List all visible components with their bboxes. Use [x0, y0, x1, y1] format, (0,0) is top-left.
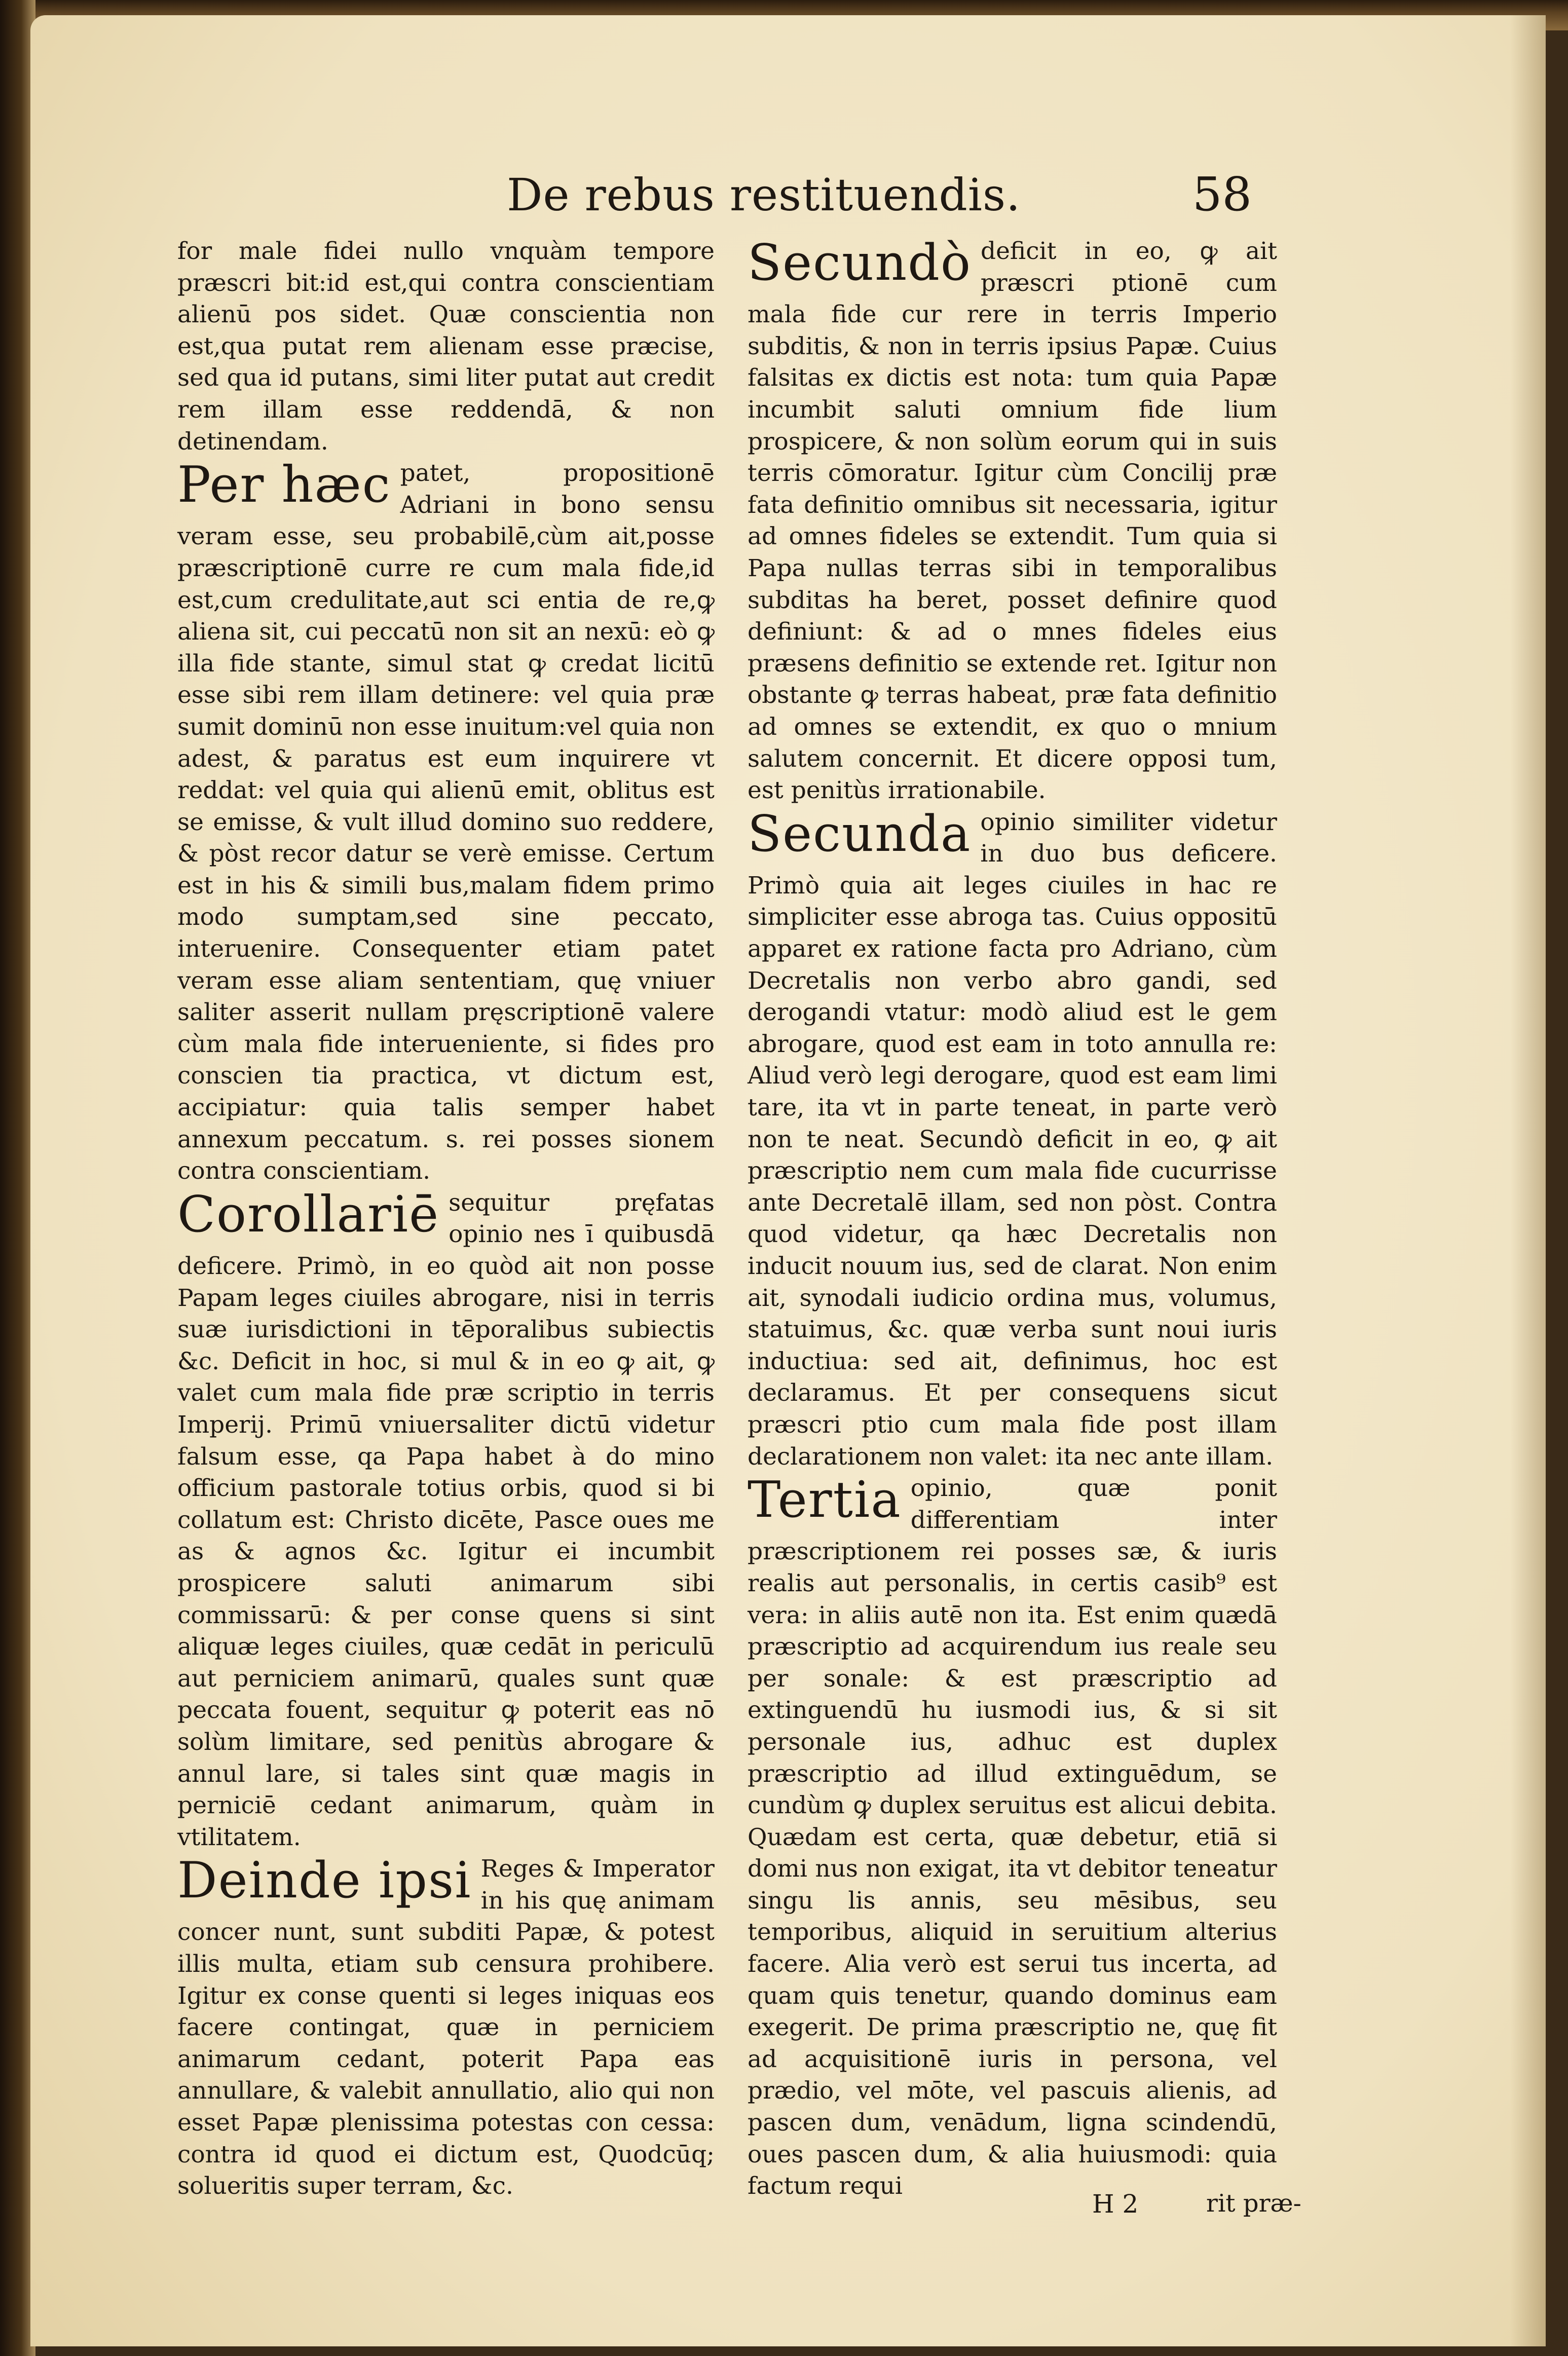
- paragraph-text: opinio similiter videtur in duo bus deficere. Primò quia ait leges ciuiles in hac re simpliciter esse abroga tas. Cuius oppositū apparet ex ratione facta pro Adriano, cùm Decretalis non verbo abro gandi, sed derogandi vtatur: modò aliud est le gem abrogare, quod est eam in toto annulla re: Aliud verò legi derogare, quod est eam limi tare, ita vt in parte teneat, in parte verò non te neat. Secundò deficit in eo, ꝙ ait præscriptio nem cum mala fide cucurrisse ante Decretalē illam, sed non pòst. Contra quod videtur, qa hæc Decretalis non inducit nouum ius, sed de clarat. Non enim ait, synodali iudicio ordina mus, volumus, statuimus, &c. quæ verba sunt noui iuris inductiua: sed ait, definimus, hoc est declaramus. Et per consequens sicut præscri ptio cum mala fide post illam declarationem non valet: ita nec ante illam.: [748, 808, 1277, 1471]
- lead-word: Per hæc: [177, 456, 391, 514]
- lead-word: Secunda: [748, 805, 972, 863]
- paragraph: [177, 1853, 715, 2202]
- left-column: [177, 236, 715, 2202]
- paragraph: [748, 807, 1277, 1473]
- right-column: [748, 236, 1277, 2202]
- paragraph-text: patet, propositionē Adriani in bono sensu veram esse, seu probabilē,cùm ait,posse præscriptionē curre re cum mala fide,id est,cum credulitate,aut sci entia de re,ꝙ aliena sit, cui peccatū non sit an nexū: eò ꝙ illa fide stante, simul stat ꝙ credat licitū esse sibi rem illam detinere: vel quia præ sumit dominū non esse inuitum:vel quia non adest, & paratus est eum inquirere vt reddat: vel quia qui alienū emit, oblitus est se emisse, & vult illud domino suo reddere, & pòst recor datur se verè emisse. Certum est in his & simili bus,malam fidem primo modo sumptam,sed sine peccato, interuenire. Consequenter etiam patet veram esse aliam sententiam, quę vniuer saliter asserit nullam pręscriptionē valere cùm mala fide interueniente, si fides pro conscien tia practica, vt dictum est, accipiatur: quia talis semper habet annexum peccatum. s. rei posses sionem contra conscientiam.: [177, 459, 715, 1185]
- paragraph-text: Reges & Imperator in his quę animam concer nunt, sunt subditi Papæ, & potest illis multa, etiam sub censura prohibere. Igitur ex conse quenti si leges iniquas eos facere contingat, quæ in perniciem animarum cedant, poterit Papa eas annullare, & valebit annullatio, alio qui non esset Papæ plenissima potestas con cessa: contra id quod ei dictum est, Quodcūq; solueritis super terram, &c.: [177, 1855, 715, 2200]
- lead-word: Corollariē: [177, 1185, 440, 1244]
- paragraph: [748, 1473, 1277, 2202]
- paragraph: [177, 458, 715, 1187]
- running-title: De rebus restituendis.: [507, 169, 1021, 221]
- lead-word: Secundò: [748, 234, 972, 292]
- running-head: [507, 167, 1252, 228]
- lead-word: Deinde ipsi: [177, 1852, 472, 1910]
- paragraph-text: opinio, quæ ponit differentiam inter præscriptionem rei posses sæ, & iuris realis aut personalis, in certis casib⁹ est vera: in aliis autē non ita. Est enim quædā præscriptio ad acquirendum ius reale seu per sonale: & est præscriptio ad extinguendū hu iusmodi ius, & si sit personale ius, adhuc est duplex præscriptio ad illud extinguēdum, se cundùm ꝙ duplex seruitus est alicui debita. Quædam est certa, quæ debetur, etiā si domi nus non exigat, ita vt debitor teneatur singu lis annis, seu mēsibus, seu temporibus, aliquid in seruitium alterius facere. Alia verò est serui tus incerta, ad quam quis tenetur, quando dominus eam exegerit. De prima præscriptio ne, quę fit ad acquisitionē iuris in persona, vel prædio, vel mōte, vel pascuis alienis, ad pascen dum, venādum, ligna scindendū, oues pascen dum, & alia huiusmodi: quia factum requi: [748, 1474, 1277, 2200]
- signature-mark: H 2: [1092, 2189, 1139, 2219]
- lead-word: Tertia: [748, 1471, 902, 1529]
- page-number: 58: [1192, 167, 1252, 221]
- page-shadow: [1510, 15, 1546, 2346]
- paragraph: for male fidei nullo vnquàm tempore præscri bit:id est,qui contra conscientiam alienū pos sidet. Quæ conscientia non est,qua putat rem alienam esse præcise, sed qua id putans, simi liter putat aut credit rem illam esse reddendā, & non detinendam.: [177, 237, 715, 456]
- paragraph: [748, 236, 1277, 807]
- paragraph-text: sequitur pręfatas opinio nes ī quibusdā deficere. Primò, in eo quòd ait non posse Papam leges ciuiles abrogare, nisi in terris suæ iurisdictioni in tēporalibus subiectis &c. Deficit in hoc, si mul & in eo ꝙ ait, ꝙ valet cum mala fide præ scriptio in terris Imperij. Primū vniuersaliter dictū videtur falsum esse, qa Papa habet à do mino officium pastorale totius orbis, quod si bi collatum est: Christo dicēte, Pasce oues me as & agnos &c. Igitur ei incumbit prospicere saluti animarum sibi commissarū: & per conse quens si sint aliquæ leges ciuiles, quæ cedāt in periculū aut perniciem animarū, quales sunt quæ peccata fouent, sequitur ꝙ poterit eas nō solùm limitare, sed penitùs abrogare & annul lare, si tales sint quæ magis in perniciē cedant animarum, quàm in vtilitatem.: [177, 1188, 715, 1851]
- paragraph: [177, 1187, 715, 1853]
- catchword: rit præ-: [1206, 2189, 1301, 2218]
- paragraph-text: deficit in eo, ꝙ ait præscri ptionē cum mala fide cur rere in terris Imperio subditis, & non in terris ipsius Papæ. Cuius falsitas ex dictis est nota: tum quia Papæ incumbit saluti omnium fide lium prospicere, & non solùm eorum qui in suis terris cōmoratur. Igitur cùm Concilij præ fata definitio omnibus sit necessaria, igitur ad omnes fideles se extendit. Tum quia si Papa nullas terras sibi in temporalibus subditas ha beret, posset definire quod definiunt: & ad o mnes fideles eius præsens definitio se extende ret. Igitur non obstante ꝙ terras habeat, præ fata definitio ad omnes se extendit, ex quo o mnium salutem concernit. Et dicere opposi tum, est penitùs irrationabile.: [748, 237, 1277, 805]
